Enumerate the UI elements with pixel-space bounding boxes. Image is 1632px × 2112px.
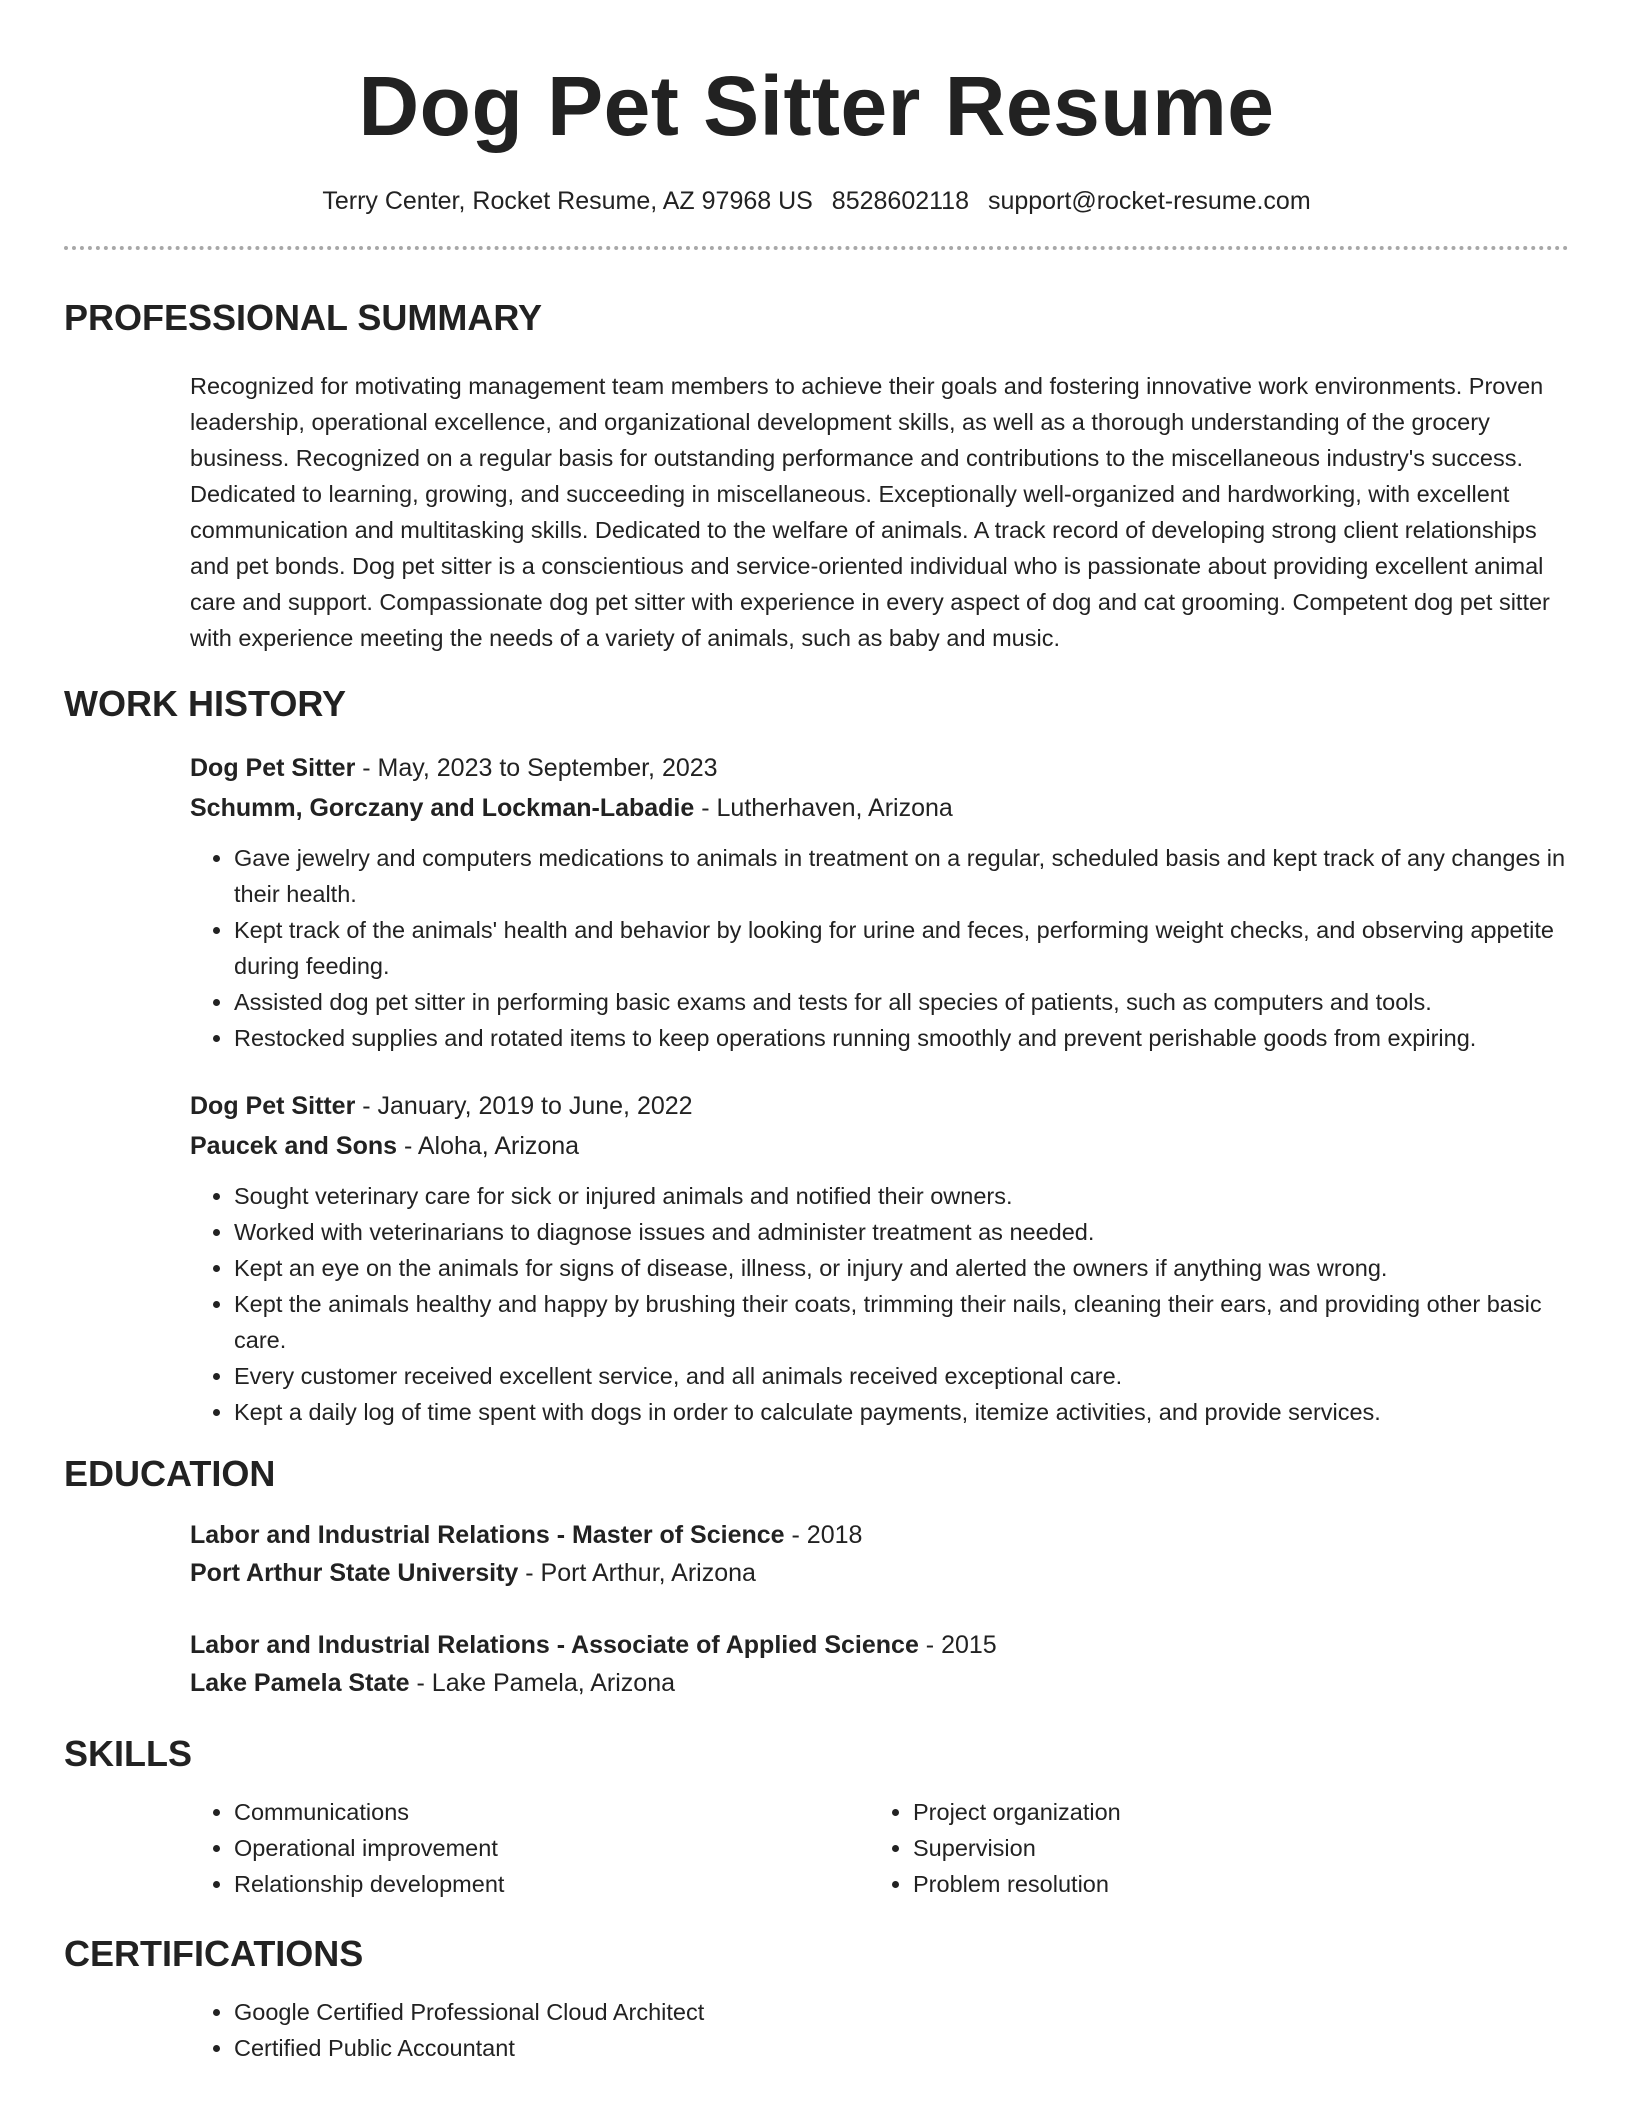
job-bullet: • Kept a daily log of time spent with dogs in order to calculate payments, itemize activities, and provide services. <box>234 1394 1569 1430</box>
education-location: - Lake Pamela, Arizona <box>409 1669 675 1697</box>
skill-item: • Communications <box>234 1794 869 1830</box>
education-year: - 2018 <box>784 1521 863 1549</box>
education-entry <box>64 1516 1569 1592</box>
education-degree: Labor and Industrial Relations - Associate of Applied Science <box>190 1631 919 1659</box>
education-school: Lake Pamela State <box>190 1669 410 1697</box>
education-section <box>64 1452 1569 1702</box>
contact-phone[interactable]: 8528602118 <box>831 187 969 215</box>
job-title-line <box>190 748 1569 788</box>
job-bullet: • Gave jewelry and computers medications to animals in treatment on a regular, scheduled basis and kept track of any changes in their health. <box>234 840 1569 912</box>
resume-title: Dog Pet Sitter Resume <box>358 59 1275 153</box>
job-bullet: • Kept track of the animals' health and behavior by looking for urine and feces, performing weight checks, and observing appetite during feeding. <box>234 912 1569 984</box>
job-bullet: • Sought veterinary care for sick or injured animals and notified their owners. <box>234 1178 1569 1214</box>
summary-heading: PROFESSIONAL SUMMARY <box>64 297 543 338</box>
job-bullet: • Every customer received excellent service, and all animals received exceptional care. <box>234 1358 1569 1394</box>
job-bullet: • Kept the animals healthy and happy by brushing their coats, trimming their nails, cleaning their ears, and providing other basic care. <box>234 1286 1569 1358</box>
job-title: Dog Pet Sitter <box>190 754 356 782</box>
certification-item: • Certified Public Accountant <box>234 2030 1569 2066</box>
job-title-line <box>190 1086 1569 1126</box>
job-bullet: • Worked with veterinarians to diagnose issues and administer treatment as needed. <box>234 1214 1569 1250</box>
skill-item: • Relationship development <box>234 1866 869 1902</box>
education-location: - Port Arthur, Arizona <box>518 1559 756 1587</box>
skill-item: • Problem resolution <box>913 1866 1553 1902</box>
header-divider <box>64 246 1569 250</box>
certification-item: • Google Certified Professional Cloud Architect <box>234 1994 1569 2030</box>
certifications-list <box>190 1994 1569 2066</box>
education-year: - 2015 <box>918 1631 997 1659</box>
skills-columns <box>190 1794 1569 1902</box>
education-school: Port Arthur State University <box>190 1559 519 1587</box>
skill-item: • Supervision <box>913 1830 1553 1866</box>
job-bullet: • Restocked supplies and rotated items to keep operations running smoothly and prevent perishable goods from expiring. <box>234 1020 1569 1056</box>
job-entry <box>64 1086 1569 1430</box>
education-entry <box>64 1626 1569 1702</box>
job-entry <box>64 748 1569 1056</box>
contact-address: Terry Center, Rocket Resume, AZ 97968 US <box>322 187 813 215</box>
skills-column-right <box>869 1794 1553 1902</box>
job-company-line <box>190 1126 1569 1166</box>
job-dates: - May, 2023 to September, 2023 <box>355 754 718 782</box>
summary-section <box>64 296 1569 656</box>
certifications-section <box>64 1932 1569 2066</box>
skills-section <box>64 1732 1569 1902</box>
skill-item: • Operational improvement <box>234 1830 869 1866</box>
education-degree-line <box>190 1626 1569 1664</box>
job-title: Dog Pet Sitter <box>190 1092 356 1120</box>
certifications-heading: CERTIFICATIONS <box>64 1933 364 1974</box>
contact-line <box>64 184 1569 218</box>
summary-text: Recognized for motivating management team members to achieve their goals and fostering innovative work environments. Proven leadership, operational excellence, and organizational development skills, as well as a thorough understanding of the grocery business. Recognized on a regular basis for outstanding performance and contributions to the miscellaneous industry's success. Dedicated to learning, growing, and succeeding in miscellaneous. Exceptionally well-organized and hardworking, with excellent communication and multitasking skills. Dedicated to the welfare of animals. A track record of developing strong client relationships and pet bonds. Dog pet sitter is a conscientious and service-oriented individual who is passionate about providing excellent animal care and support. Compassionate dog pet sitter with experience in every aspect of dog and cat grooming. Competent dog pet sitter with experience meeting the needs of a variety of animals, such as baby and music. <box>190 373 1550 651</box>
education-degree: Labor and Industrial Relations - Master of Science <box>190 1521 785 1549</box>
education-degree-line <box>190 1516 1569 1554</box>
education-school-line <box>190 1554 1569 1592</box>
education-school-line <box>190 1664 1569 1702</box>
resume-page <box>64 0 1569 2066</box>
job-bullet: • Assisted dog pet sitter in performing basic exams and tests for all species of patients, such as computers and tools. <box>234 984 1569 1020</box>
job-location: - Lutherhaven, Arizona <box>694 794 953 822</box>
job-location: - Aloha, Arizona <box>397 1132 580 1160</box>
skill-item: • Project organization <box>913 1794 1553 1830</box>
skills-heading: SKILLS <box>64 1733 193 1774</box>
job-bullet: • Kept an eye on the animals for signs of disease, illness, or injury and alerted the owners if anything was wrong. <box>234 1250 1569 1286</box>
job-bullets <box>190 840 1569 1056</box>
contact-email[interactable]: support@rocket-resume.com <box>987 187 1311 215</box>
job-dates: - January, 2019 to June, 2022 <box>355 1092 693 1120</box>
job-company-line <box>190 788 1569 828</box>
work-history-heading: WORK HISTORY <box>64 683 347 724</box>
education-heading: EDUCATION <box>64 1453 276 1494</box>
job-bullets <box>190 1178 1569 1430</box>
skills-column-left <box>190 1794 869 1902</box>
job-company: Schumm, Gorczany and Lockman-Labadie <box>190 794 695 822</box>
job-company: Paucek and Sons <box>190 1132 398 1160</box>
work-history-section <box>64 682 1569 1430</box>
